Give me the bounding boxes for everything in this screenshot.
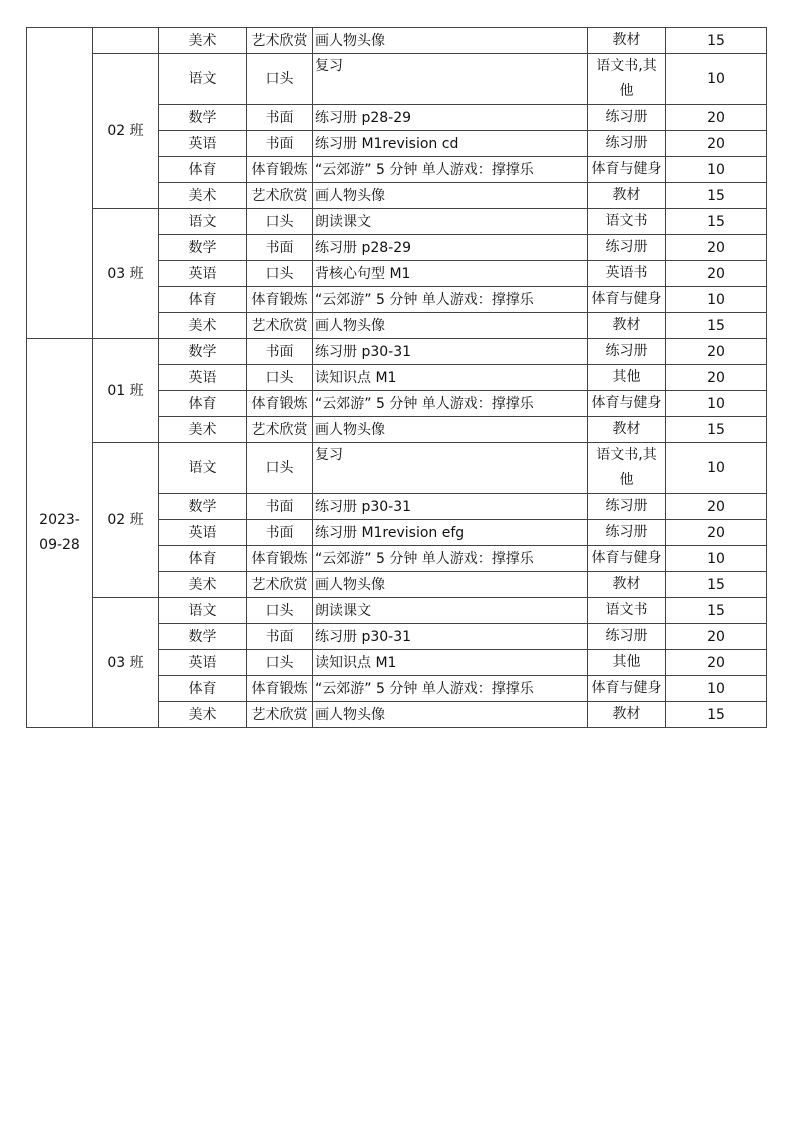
material-cell: 语文书,其他: [588, 443, 666, 494]
table-row: [27, 598, 767, 624]
content-cell: 画人物头像: [313, 28, 588, 54]
minutes-cell: 20: [666, 494, 767, 520]
subject-cell: 数学: [159, 235, 247, 261]
homework-type-cell: 艺术欣赏: [247, 28, 313, 54]
content-cell: 练习册 p30-31: [313, 339, 588, 365]
table-row: [27, 54, 767, 105]
minutes-cell: 10: [666, 287, 767, 313]
minutes-cell: 20: [666, 131, 767, 157]
table-row: [27, 339, 767, 365]
minutes-cell: 15: [666, 598, 767, 624]
content-cell: 练习册 p30-31: [313, 624, 588, 650]
subject-cell: 美术: [159, 702, 247, 728]
class-cell: 01 班: [93, 339, 159, 443]
material-cell: 教材: [588, 183, 666, 209]
date-cell: 2023-09-28: [27, 339, 93, 728]
minutes-cell: 20: [666, 105, 767, 131]
minutes-cell: 20: [666, 520, 767, 546]
homework-type-cell: 艺术欣赏: [247, 313, 313, 339]
material-cell: 体育与健身: [588, 546, 666, 572]
material-cell: 语文书: [588, 209, 666, 235]
minutes-cell: 15: [666, 313, 767, 339]
content-cell: “云郊游” 5 分钟 单人游戏：撑撑乐: [313, 287, 588, 313]
homework-type-cell: 体育锻炼: [247, 676, 313, 702]
content-cell: 画人物头像: [313, 702, 588, 728]
subject-cell: 体育: [159, 157, 247, 183]
homework-type-cell: 口头: [247, 209, 313, 235]
subject-cell: 英语: [159, 131, 247, 157]
content-cell: 练习册 M1revision cd: [313, 131, 588, 157]
subject-cell: 数学: [159, 624, 247, 650]
material-cell: 体育与健身: [588, 391, 666, 417]
class-cell: 03 班: [93, 598, 159, 728]
subject-cell: 美术: [159, 417, 247, 443]
content-cell: 朗读课文: [313, 598, 588, 624]
subject-cell: 数学: [159, 494, 247, 520]
material-cell: 体育与健身: [588, 676, 666, 702]
homework-type-cell: 口头: [247, 650, 313, 676]
content-cell: “云郊游” 5 分钟 单人游戏：撑撑乐: [313, 157, 588, 183]
homework-type-cell: 艺术欣赏: [247, 702, 313, 728]
subject-cell: 数学: [159, 105, 247, 131]
material-cell: 练习册: [588, 494, 666, 520]
subject-cell: 体育: [159, 676, 247, 702]
minutes-cell: 15: [666, 702, 767, 728]
homework-type-cell: 书面: [247, 494, 313, 520]
material-cell: 练习册: [588, 339, 666, 365]
material-cell: 体育与健身: [588, 157, 666, 183]
material-cell: 教材: [588, 28, 666, 54]
minutes-cell: 10: [666, 546, 767, 572]
minutes-cell: 15: [666, 209, 767, 235]
class-cell: 03 班: [93, 209, 159, 339]
content-cell: 练习册 M1revision efg: [313, 520, 588, 546]
minutes-cell: 10: [666, 157, 767, 183]
homework-type-cell: 体育锻炼: [247, 391, 313, 417]
homework-type-cell: 书面: [247, 624, 313, 650]
material-cell: 教材: [588, 702, 666, 728]
material-cell: 练习册: [588, 235, 666, 261]
date-cell: [27, 28, 93, 339]
material-cell: 其他: [588, 365, 666, 391]
table-row: [27, 28, 767, 54]
content-cell: 复习: [313, 54, 588, 105]
homework-table: [26, 27, 767, 728]
homework-type-cell: 书面: [247, 105, 313, 131]
minutes-cell: 15: [666, 572, 767, 598]
minutes-cell: 15: [666, 28, 767, 54]
content-cell: 画人物头像: [313, 183, 588, 209]
content-cell: 练习册 p28-29: [313, 235, 588, 261]
minutes-cell: 15: [666, 417, 767, 443]
minutes-cell: 20: [666, 650, 767, 676]
minutes-cell: 10: [666, 676, 767, 702]
material-cell: 练习册: [588, 624, 666, 650]
subject-cell: 语文: [159, 54, 247, 105]
content-cell: 画人物头像: [313, 417, 588, 443]
class-cell: 02 班: [93, 54, 159, 209]
material-cell: 练习册: [588, 520, 666, 546]
class-cell: [93, 28, 159, 54]
homework-type-cell: 艺术欣赏: [247, 183, 313, 209]
homework-type-cell: 口头: [247, 365, 313, 391]
minutes-cell: 10: [666, 54, 767, 105]
minutes-cell: 20: [666, 339, 767, 365]
homework-type-cell: 艺术欣赏: [247, 417, 313, 443]
table-row: [27, 443, 767, 494]
material-cell: 教材: [588, 313, 666, 339]
content-cell: 读知识点 M1: [313, 650, 588, 676]
homework-type-cell: 体育锻炼: [247, 287, 313, 313]
subject-cell: 英语: [159, 261, 247, 287]
subject-cell: 体育: [159, 287, 247, 313]
minutes-cell: 20: [666, 365, 767, 391]
content-cell: “云郊游” 5 分钟 单人游戏：撑撑乐: [313, 546, 588, 572]
content-cell: “云郊游” 5 分钟 单人游戏：撑撑乐: [313, 676, 588, 702]
homework-table-body: [27, 28, 767, 728]
content-cell: “云郊游” 5 分钟 单人游戏：撑撑乐: [313, 391, 588, 417]
table-row: [27, 209, 767, 235]
class-cell: 02 班: [93, 443, 159, 598]
subject-cell: 体育: [159, 391, 247, 417]
homework-type-cell: 体育锻炼: [247, 157, 313, 183]
subject-cell: 美术: [159, 572, 247, 598]
subject-cell: 英语: [159, 520, 247, 546]
homework-type-cell: 艺术欣赏: [247, 572, 313, 598]
content-cell: 背核心句型 M1: [313, 261, 588, 287]
material-cell: 体育与健身: [588, 287, 666, 313]
homework-type-cell: 口头: [247, 54, 313, 105]
subject-cell: 语文: [159, 443, 247, 494]
homework-type-cell: 口头: [247, 598, 313, 624]
homework-type-cell: 口头: [247, 261, 313, 287]
subject-cell: 英语: [159, 650, 247, 676]
content-cell: 画人物头像: [313, 313, 588, 339]
material-cell: 语文书: [588, 598, 666, 624]
material-cell: 练习册: [588, 105, 666, 131]
subject-cell: 数学: [159, 339, 247, 365]
homework-type-cell: 体育锻炼: [247, 546, 313, 572]
material-cell: 练习册: [588, 131, 666, 157]
homework-type-cell: 书面: [247, 235, 313, 261]
material-cell: 教材: [588, 417, 666, 443]
material-cell: 语文书,其他: [588, 54, 666, 105]
subject-cell: 英语: [159, 365, 247, 391]
content-cell: 复习: [313, 443, 588, 494]
minutes-cell: 20: [666, 261, 767, 287]
homework-type-cell: 书面: [247, 131, 313, 157]
material-cell: 英语书: [588, 261, 666, 287]
minutes-cell: 10: [666, 391, 767, 417]
subject-cell: 美术: [159, 28, 247, 54]
homework-type-cell: 书面: [247, 339, 313, 365]
subject-cell: 体育: [159, 546, 247, 572]
content-cell: 读知识点 M1: [313, 365, 588, 391]
content-cell: 练习册 p28-29: [313, 105, 588, 131]
subject-cell: 语文: [159, 209, 247, 235]
subject-cell: 语文: [159, 598, 247, 624]
content-cell: 朗读课文: [313, 209, 588, 235]
subject-cell: 美术: [159, 313, 247, 339]
content-cell: 练习册 p30-31: [313, 494, 588, 520]
material-cell: 教材: [588, 572, 666, 598]
content-cell: 画人物头像: [313, 572, 588, 598]
homework-type-cell: 口头: [247, 443, 313, 494]
minutes-cell: 20: [666, 235, 767, 261]
homework-type-cell: 书面: [247, 520, 313, 546]
minutes-cell: 15: [666, 183, 767, 209]
material-cell: 其他: [588, 650, 666, 676]
subject-cell: 美术: [159, 183, 247, 209]
minutes-cell: 20: [666, 624, 767, 650]
minutes-cell: 10: [666, 443, 767, 494]
